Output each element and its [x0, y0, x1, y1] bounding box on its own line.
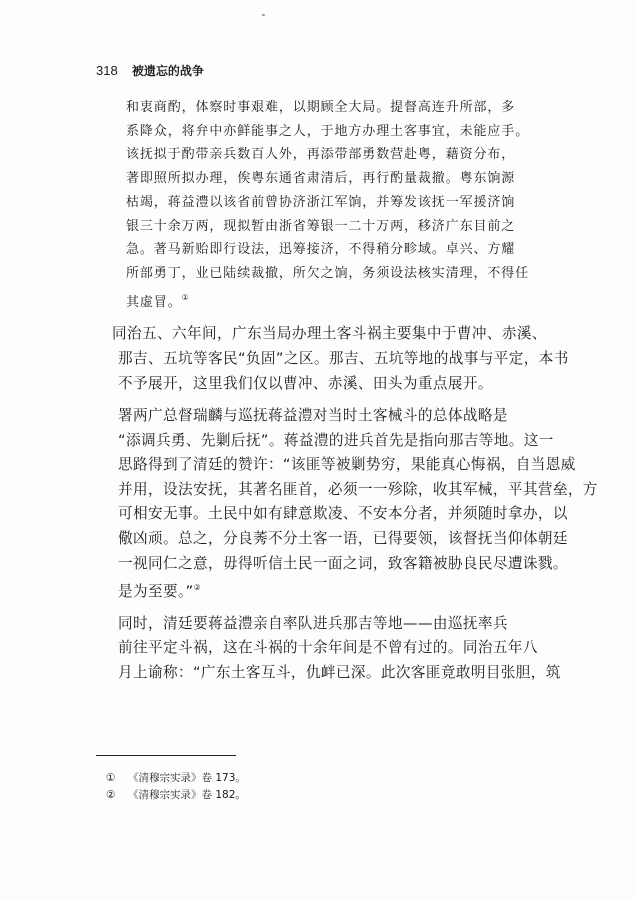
footnotes [106, 770, 246, 804]
page-body [112, 96, 598, 686]
paragraph-line: 署两广总督瑞麟与巡抚蒋益澧对当时土客械斗的总体战略是 [118, 407, 508, 425]
paragraph-line: “添调兵勇、先剿后抚”。蒋益澧的进兵首先是指向那吉等地。这一 [118, 431, 554, 449]
quote-line: 所部勇丁，业已陆续裁撤，所欠之饷，务须设法核实清理，不得任 [126, 265, 530, 281]
paragraph-line: 思路得到了清廷的赞许：“该匪等被剿势穷，果能真心悔祸，自当恩威 [118, 456, 576, 474]
quote-line: 该抚拟于酌带亲兵数百人外，再添带部勇数营赴粤，藉资分布， [126, 147, 516, 163]
paragraph-line: 前往平定斗祸，这在斗祸的十余年间是不曾有过的。同治五年八 [118, 639, 538, 657]
paragraph-line: 同治五、六年间，广东当局办理土客斗祸主要集中于曹冲、赤溪、 [112, 325, 547, 343]
quote-line [126, 286, 550, 315]
footnote-mark: ② [106, 789, 116, 801]
quote-line: 和衷商酌，体察时事艰难，以期顾全大局。提督高连升所部，多 [126, 100, 516, 115]
scan-speck [262, 14, 265, 16]
paragraph-line-text: 是为至要。” [118, 583, 194, 601]
page-number: 318 [96, 63, 118, 78]
block-quote [126, 96, 550, 314]
quote-line: 系降众，将弁中亦鲜能事之人，于地方办理土客事宜，未能应手。 [126, 123, 530, 139]
paragraph-line: 儆凶顽。总之，分良莠不分土客一语，已得要领，该督抚当仰体朝廷 [118, 530, 568, 548]
footnote-ref-2: ② [193, 583, 201, 593]
quote-line: 枯竭，蒋益澧以该省前曾协济浙江军饷，并筹发该抚一军援济饷 [126, 194, 516, 210]
footnote-item [106, 787, 246, 804]
quote-line: 急。著马新贻即行设法，迅筹接济，不得稍分畛域。卓兴、方耀 [126, 242, 516, 258]
footnote-mark: ① [106, 772, 116, 784]
running-header [96, 62, 204, 81]
paragraph-line: 一视同仁之意，毋得听信土民一面之词，致客籍被胁良民尽遭诛戮。 [118, 554, 568, 572]
footnote-text: 《清穆宗实录》卷 182。 [128, 789, 246, 801]
footnote-ref-1: ① [181, 292, 189, 302]
book-title: 被遗忘的战争 [131, 64, 204, 78]
paragraph-line: 那吉、五坑等客民“负固”之区。那吉、五坑等地的战事与平定，本书 [118, 349, 569, 367]
paragraph-line: 可相安无事。土民中如有肆意欺凌、不安本分者，并须随时拿办，以 [118, 505, 568, 523]
footnote-divider [96, 755, 236, 756]
paragraph-line: 并用，设法安抚，其著名匪首，必须一一殄除，收其军械，平其营垒，方 [118, 480, 598, 498]
footnote-item [106, 770, 246, 787]
quote-line: 著即照所拟办理，俟粤东通省肃清后，再行酌量裁撤。粤东饷源 [126, 171, 516, 187]
paragraph-3 [118, 612, 561, 686]
paragraph-line: 月上谕称：“广东土客互斗，仇衅已深。此次客匪竟敢明目张胆，筑 [118, 664, 561, 682]
quote-line: 银三十余万两，现拟暂由浙省筹银一二十万两，移济广东目前之 [126, 218, 516, 234]
paragraph-line: 同时，清廷要蒋益澧亲自率队进兵那吉等地——由巡抚率兵 [118, 614, 508, 632]
paragraph-line: 不予展开，这里我们仅以曹冲、赤溪、田头为重点展开。 [118, 374, 493, 392]
paragraph-2 [118, 404, 598, 605]
paragraph-line [118, 576, 550, 605]
footnote-text: 《清穆宗实录》卷 173。 [128, 772, 246, 784]
quote-line-text: 其虚冒。 [126, 294, 182, 310]
paragraph-1 [112, 322, 569, 396]
